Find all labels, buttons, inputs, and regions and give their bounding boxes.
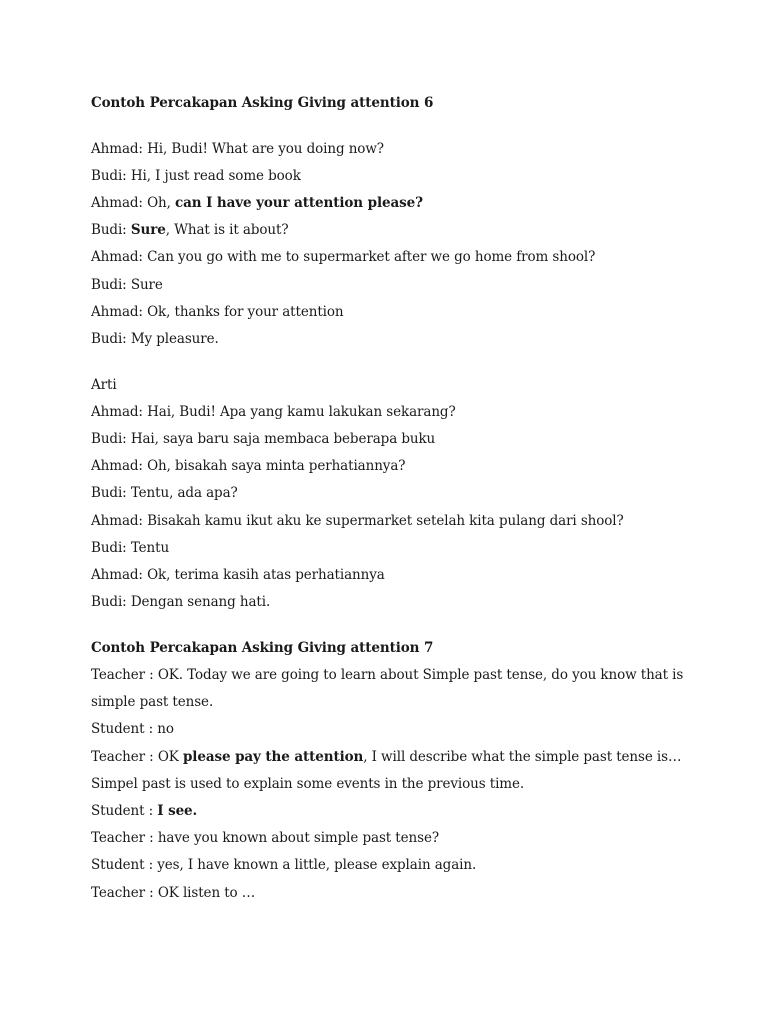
dialogue-line: Ahmad: Can you go with me to supermarket after we go home from shool? [91, 249, 596, 266]
dialogue-line: Teacher : have you known about simple past tense? [91, 830, 439, 847]
translation-line: Ahmad: Hai, Budi! Apa yang kamu lakukan sekarang? [91, 403, 456, 420]
dialogue-line: Student : no [91, 721, 174, 738]
section-title: Contoh Percakapan Asking Giving attention 7 [91, 639, 434, 656]
paragraph-gap [91, 616, 711, 635]
paragraph-gap [91, 117, 711, 136]
dialogue-block [91, 662, 711, 907]
dialogue-block [91, 136, 711, 354]
translation-line: Budi: Tentu, ada apa? [91, 485, 238, 502]
document-page [91, 90, 711, 907]
translation-block [91, 399, 711, 617]
translation-title: Arti [91, 376, 117, 393]
dialogue-line: simple past tense. [91, 694, 214, 711]
dialogue-line: Ahmad: Ok, thanks for your attention [91, 303, 344, 320]
paragraph-gap [91, 353, 711, 372]
translation-line: Budi: Hai, saya baru saja membaca beberapa buku [91, 431, 436, 448]
dialogue-line: Budi: Sure [91, 276, 163, 293]
dialogue-line: Teacher : OK please pay the attention, I will describe what the simple past tense is… [91, 748, 682, 765]
translation-line: Ahmad: Ok, terima kasih atas perhatiannya [91, 567, 385, 583]
dialogue-line: Ahmad: Oh, can I have your attention please? [91, 195, 423, 212]
translation-line: Budi: Dengan senang hati. [91, 594, 271, 611]
translation-line: Ahmad: Bisakah kamu ikut aku ke supermarket setelah kita pulang dari shool? [91, 512, 624, 529]
dialogue-line: Budi: Hi, I just read some book [91, 167, 301, 184]
section-title: Contoh Percakapan Asking Giving attention 6 [91, 95, 434, 111]
dialogue-line: Simpel past is used to explain some events in the previous time. [91, 775, 525, 792]
translation-line: Ahmad: Oh, bisakah saya minta perhatiannya? [91, 458, 406, 475]
dialogue-line: Budi: My pleasure. [91, 331, 219, 347]
dialogue-line: Teacher : OK. Today we are going to learn about Simple past tense, do you know that is [91, 667, 684, 684]
dialogue-line: Teacher : OK listen to … [91, 884, 256, 901]
dialogue-line: Ahmad: Hi, Budi! What are you doing now? [91, 140, 384, 157]
dialogue-line: Budi: Sure, What is it about? [91, 222, 289, 239]
translation-line: Budi: Tentu [91, 539, 170, 556]
dialogue-line: Student : yes, I have known a little, please explain again. [91, 857, 477, 874]
dialogue-line: Student : I see. [91, 803, 198, 819]
